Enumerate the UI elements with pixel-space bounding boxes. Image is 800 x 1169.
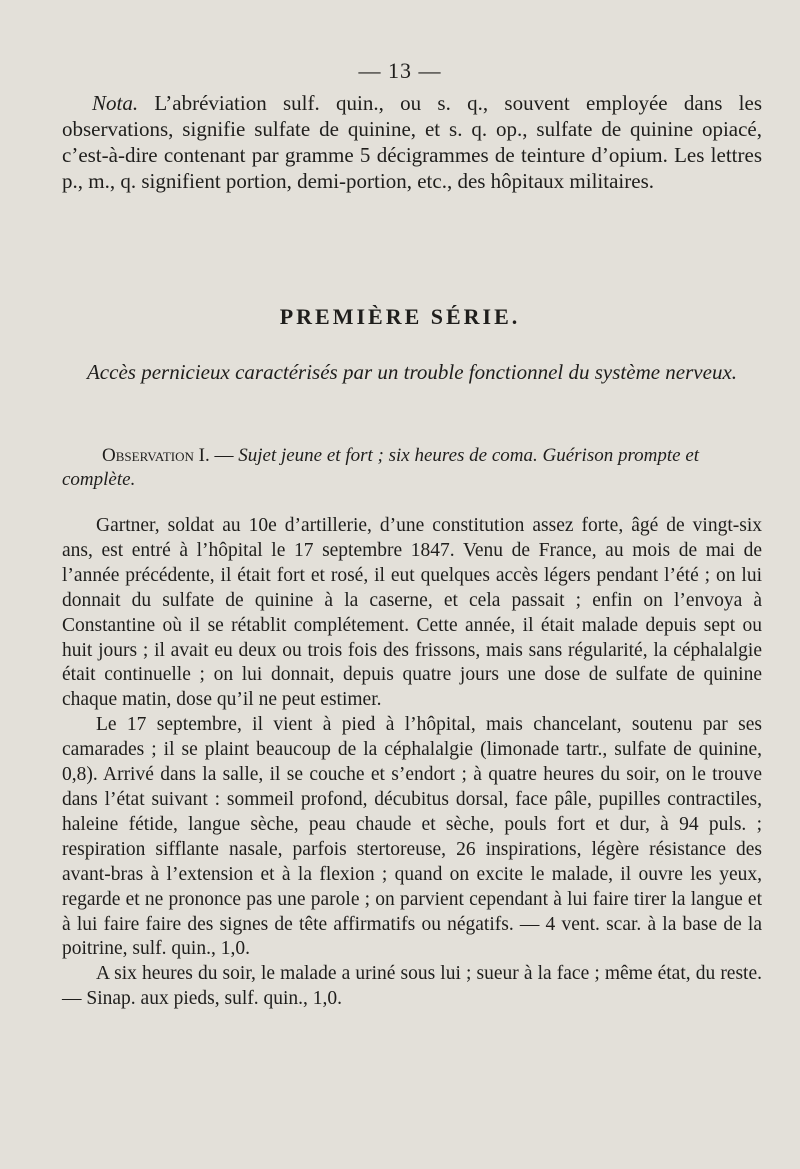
observation-body [62,514,762,1012]
nota-text: L’abréviation sulf. quin., ou s. q., souvent employée dans les observations, signifie sulfate de quinine, et s. q. op., sulfate de quinine opiacé, c’est-à-dire contenant par gramme 5 décigrammes de teinture d’opium. Les lettres p., m., q. signifient portion, demi-portion, etc., des hôpitaux militaires. [62,91,763,193]
paragraph-1: Gartner, soldat au 10e d’artillerie, d’une constitution assez forte, âgé de vingt-six ans, est entré à l’hôpital le 17 septembre 1847. Venu de France, au mois de mai de l’année précédente, il était fort et rosé, il eut quelques accès légers pendant l’été ; on lui donnait du sulfate de quinine à la caserne, et cela passait ; enfin on l’envoya à Constantine où il se rétablit complétement. Cette année, il était malade depuis sept ou huit jours ; il avait eu deux ou trois fois des frissons, mais sans régularité, la céphalalgie était continuelle ; on lui donnait, depuis quatre jours une dose de sulfate de quinine chaque matin, dose qu’il ne peut estimer. [62,515,762,711]
observation-description: Sujet jeune et fort ; six heures de coma. Guérison prompte et complète. [62,445,700,490]
series-title: PREMIÈRE SÉRIE. [279,304,521,329]
observation-label: Observation I. — [102,445,234,466]
observation-heading [62,444,762,492]
nota-paragraph [62,90,762,194]
nota-label: Nota. [92,91,139,115]
page-number: — 13 — [358,58,442,83]
paragraph-2: Le 17 septembre, il vient à pied à l’hôpital, mais chancelant, soutenu par ses camarades ; il se plaint beaucoup de la céphalalgie (limonade tartr., sulfate de quinine, 0,8). Arrivé dans la salle, il se couche et s’endort ; à quatre heures du soir, on le trouve dans l’état suivant : sommeil profond, décubitus dorsal, face pâle, pupilles contractiles, haleine fétide, langue sèche, peau chaude et sèche, pouls fort et dur, à 94 puls. ; respiration sifflante nasale, parfois stertoreuse, 26 inspirations, légère résistance des avant-bras à l’extension et à la flexion ; quand on excite le malade, il ouvre les yeux, regarde et ne prononce pas une parole ; on parvient cependant à lui faire tirer la langue et à lui faire faire des signes de tête affirmatifs ou négatifs. — 4 vent. scar. à la base de la poitrine, sulf. quin., 1,0. [62,714,762,960]
series-subtitle: Accès pernicieux caractérisés par un trouble fonctionnel du système nerveux. [86,360,738,384]
paragraph-3: A six heures du soir, le malade a uriné sous lui ; sueur à la face ; même état, du reste. — Sinap. aux pieds, sulf. quin., 1,0. [62,963,762,1010]
